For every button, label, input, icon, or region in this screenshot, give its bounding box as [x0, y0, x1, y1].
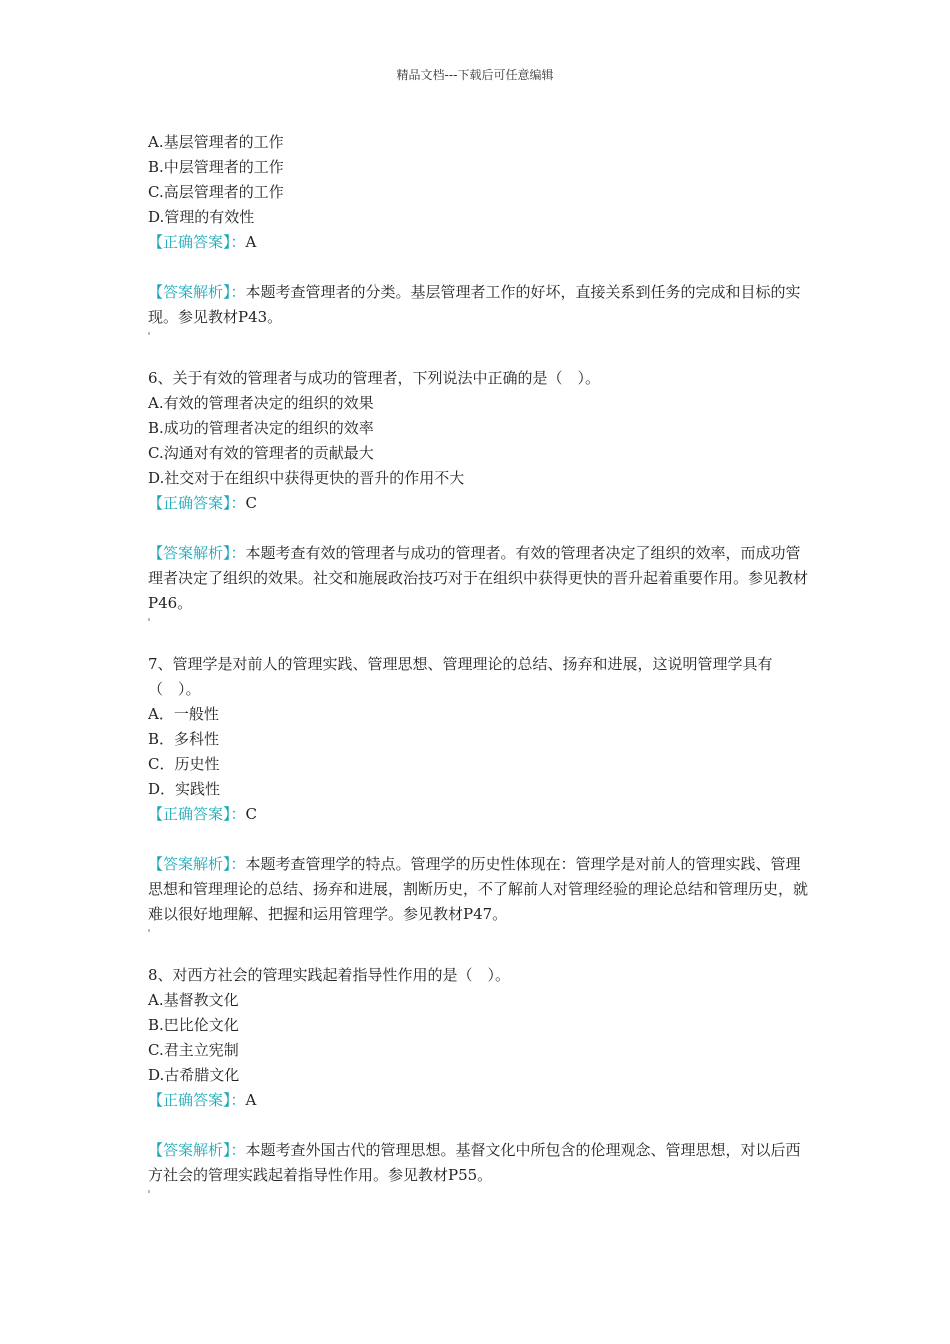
option-a: A.基层管理者的工作: [148, 133, 284, 151]
option-a: A.有效的管理者决定的组织的效果: [148, 394, 374, 412]
answer-value: A: [245, 233, 257, 251]
answer-tag: 【正确答案】: [148, 233, 231, 251]
analysis-sep: ：: [230, 1141, 246, 1159]
answer-analysis: [148, 852, 808, 927]
answer-tag: 【正确答案】: [148, 494, 231, 512]
question-text: 8、对西方社会的管理实践起着指导性作用的是（ ）。: [148, 966, 511, 984]
separator-mark: [148, 927, 808, 939]
analysis-sep: ：: [230, 544, 246, 562]
separator-mark: [148, 1188, 808, 1200]
correct-answer: [148, 230, 808, 255]
option-c: C.高层管理者的工作: [148, 183, 284, 201]
analysis-tag: 【答案解析】: [148, 855, 231, 873]
option-d: D.社交对于在组织中获得更快的晋升的作用不大: [148, 469, 465, 487]
page-header: 精品文档---下载后可任意编辑: [396, 68, 554, 82]
answer-sep: ：: [230, 233, 246, 251]
analysis-text: 本题考查外国古代的管理思想。基督文化中所包含的伦理观念、管理思想，对以后西方社会的管理实践起着指导性作用。参见教材P55。: [148, 1141, 801, 1184]
analysis-sep: ：: [230, 855, 246, 873]
option-b: B.成功的管理者决定的组织的效率: [148, 419, 374, 437]
answer-sep: ：: [230, 494, 246, 512]
correct-answer: [148, 802, 808, 827]
answer-analysis: [148, 280, 808, 330]
answer-value: C: [245, 494, 258, 512]
answer-tag: 【正确答案】: [148, 1091, 231, 1109]
analysis-tag: 【答案解析】: [148, 544, 231, 562]
document-body: [148, 130, 808, 1200]
question-block-6: [148, 366, 808, 628]
question-block-8: [148, 963, 808, 1200]
option-c: C.沟通对有效的管理者的贡献最大: [148, 444, 374, 462]
analysis-tag: 【答案解析】: [148, 1141, 231, 1159]
answer-analysis: [148, 541, 808, 616]
option-d: D.管理的有效性: [148, 208, 255, 226]
option-b: B．多科性: [148, 730, 220, 748]
answer-tag: 【正确答案】: [148, 805, 231, 823]
separator-mark: [148, 330, 808, 342]
option-b: B.巴比伦文化: [148, 1016, 239, 1034]
answer-value: C: [245, 805, 258, 823]
option-b: B.中层管理者的工作: [148, 158, 284, 176]
analysis-tag: 【答案解析】: [148, 283, 231, 301]
correct-answer: [148, 491, 808, 516]
analysis-text: 本题考查管理者的分类。基层管理者工作的好坏，直接关系到任务的完成和目标的实现。参见教材P43。: [148, 283, 801, 326]
analysis-text: 本题考查管理学的特点。管理学的历史性体现在：管理学是对前人的管理实践、管理思想和管理理论的总结、扬弃和进展，割断历史，不了解前人对管理经验的理论总结和管理历史，就难以很好地理解、把握和运用管理学。参见教材P47。: [148, 855, 809, 923]
answer-analysis: [148, 1138, 808, 1188]
option-c: C．历史性: [148, 755, 220, 773]
question-text: 7、管理学是对前人的管理实践、管理思想、管理理论的总结、扬弃和进展，这说明管理学具有（ ）。: [148, 655, 773, 698]
option-a: A．一般性: [148, 705, 219, 723]
option-a: A.基督教文化: [148, 991, 239, 1009]
option-c: C.君主立宪制: [148, 1041, 239, 1059]
correct-answer: [148, 1088, 808, 1113]
question-block-7: [148, 652, 808, 939]
answer-value: A: [245, 1091, 257, 1109]
option-d: D.古希腊文化: [148, 1066, 240, 1084]
question-block-5: [148, 130, 808, 342]
answer-sep: ：: [230, 1091, 246, 1109]
option-d: D．实践性: [148, 780, 221, 798]
question-text: 6、关于有效的管理者与成功的管理者，下列说法中正确的是（ ）。: [148, 369, 601, 387]
separator-mark: [148, 616, 808, 628]
analysis-sep: ：: [230, 283, 246, 301]
analysis-text: 本题考查有效的管理者与成功的管理者。有效的管理者决定了组织的效率，而成功管理者决定了组织的效果。社交和施展政治技巧对于在组织中获得更快的晋升起着重要作用。参见教材P46。: [148, 544, 809, 612]
answer-sep: ：: [230, 805, 246, 823]
